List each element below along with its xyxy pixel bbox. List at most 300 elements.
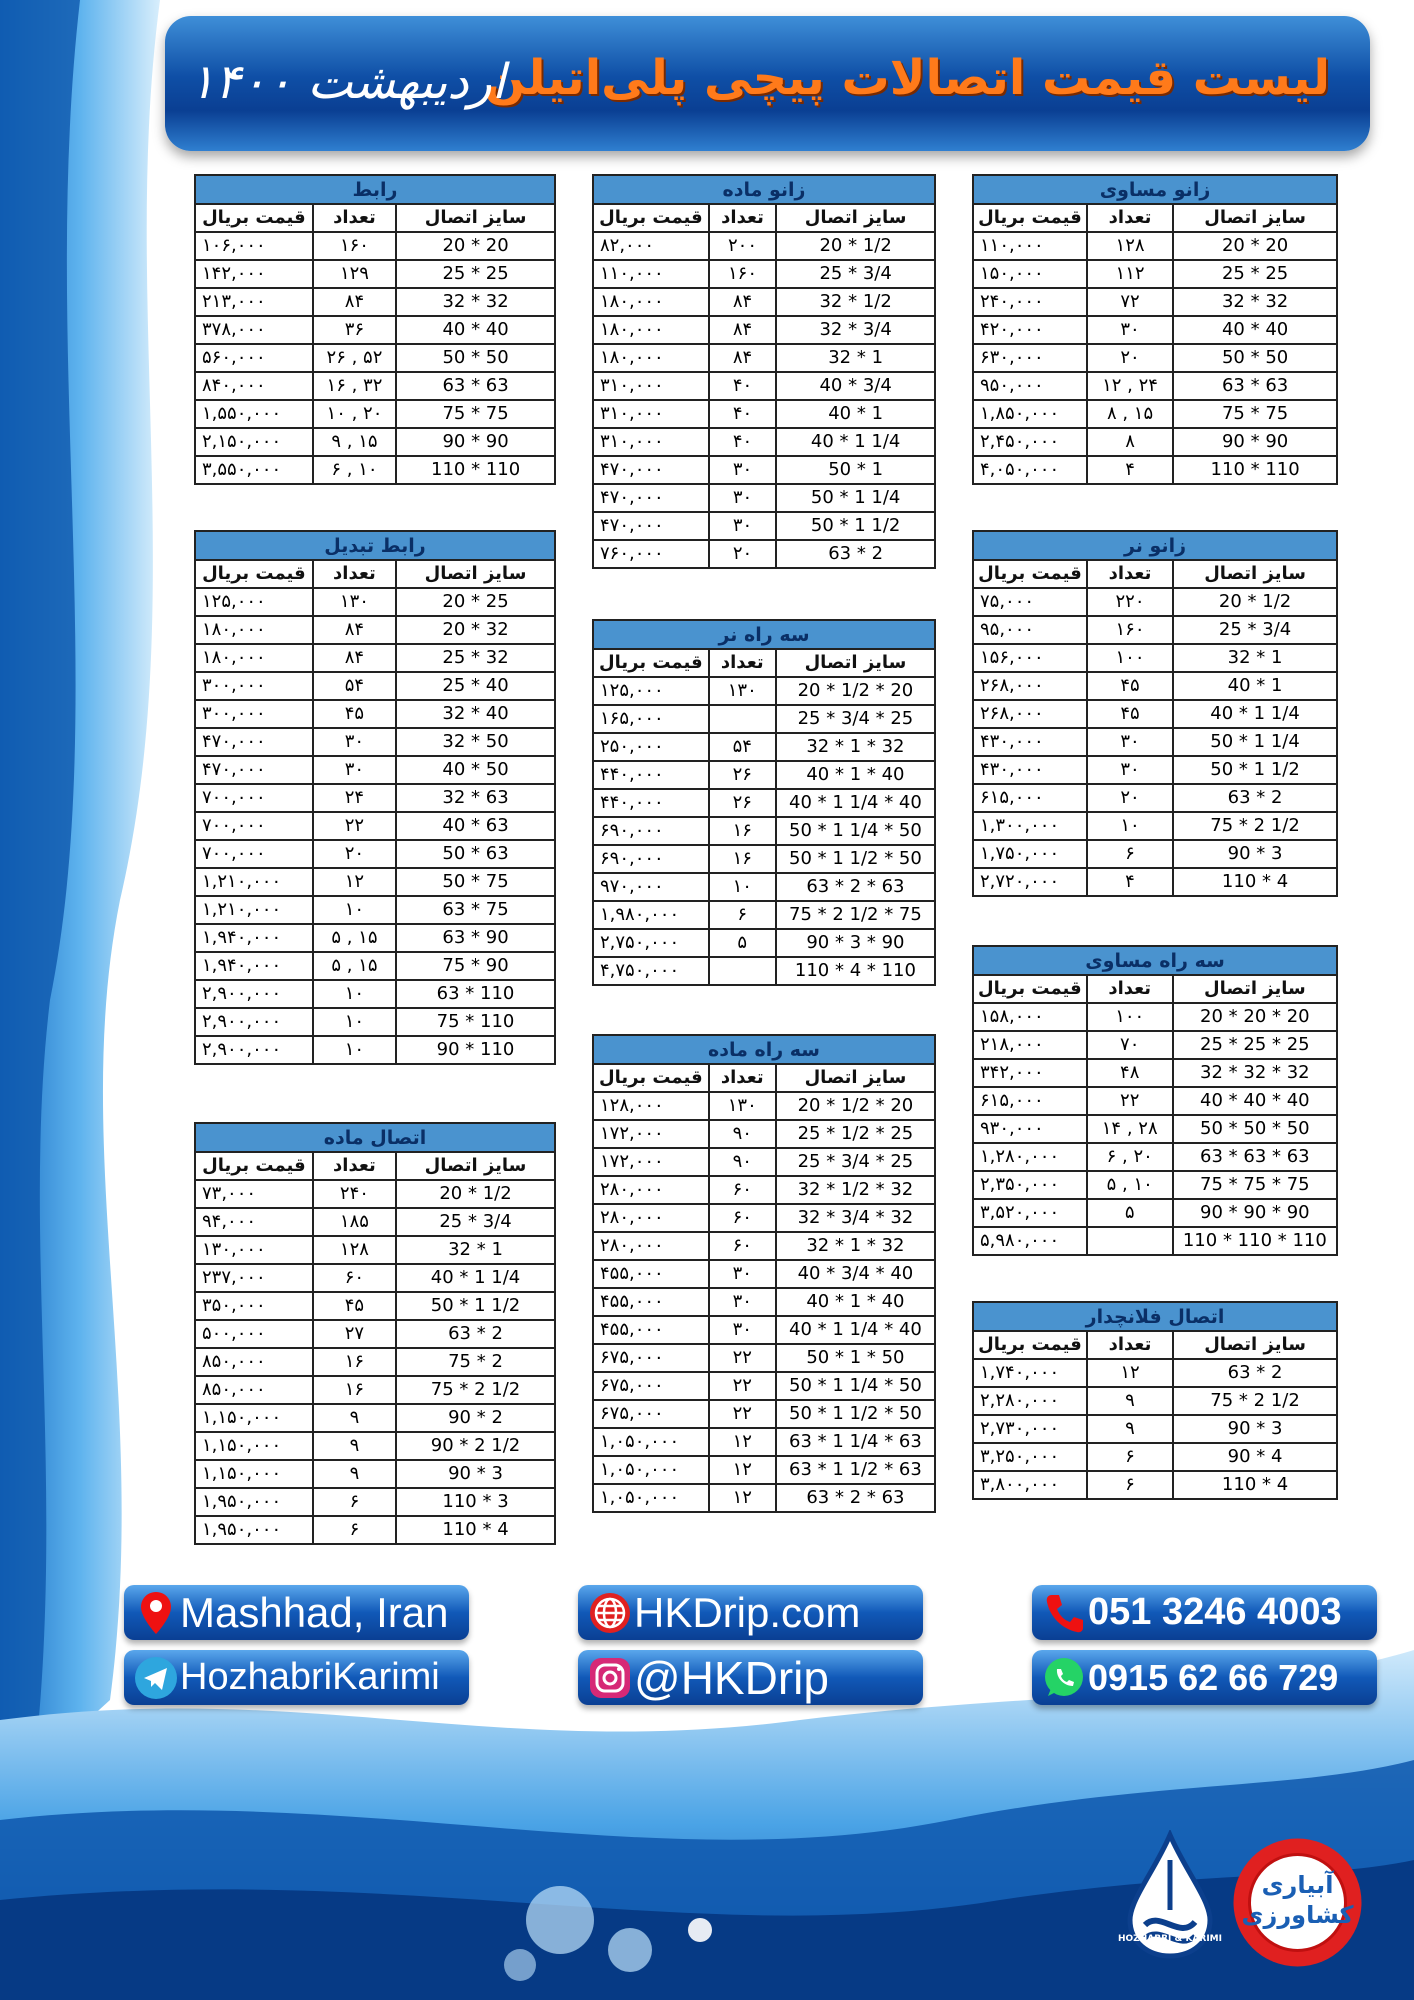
size-cell: 32 * 1/2 * 32: [776, 1176, 935, 1204]
size-cell: 50 * 1 1/4 * 50: [776, 817, 935, 845]
size-cell: 50 * 1 1/2 * 50: [776, 1400, 935, 1428]
price-cell: ۱,۰۵۰,۰۰۰: [593, 1484, 709, 1512]
table-row: [973, 1415, 1337, 1443]
telegram-icon: [132, 1654, 180, 1702]
table-row: [973, 400, 1337, 428]
table-row: [973, 728, 1337, 756]
brand-logo-text: HOZHABRI & KARIMI: [1118, 1934, 1222, 1944]
size-cell: 20 * 1/2 * 20: [776, 1092, 935, 1120]
table-row: [195, 456, 555, 484]
size-cell: 25 * 25: [1173, 260, 1337, 288]
qty-cell: ۸۴: [709, 316, 776, 344]
size-cell: 90 * 3: [1173, 1415, 1337, 1443]
price-cell: ۲,۴۵۰,۰۰۰: [973, 428, 1087, 456]
table-row: [195, 1208, 555, 1236]
price-cell: ۹۴,۰۰۰: [195, 1208, 313, 1236]
table-row: [195, 316, 555, 344]
table-row: [195, 1376, 555, 1404]
size-cell: 50 * 50: [1173, 344, 1337, 372]
table-row: [195, 1320, 555, 1348]
price-cell: ۱,۲۱۰,۰۰۰: [195, 896, 313, 924]
page-date: اردیبهشت ۱۴۰۰: [189, 54, 506, 110]
qty-cell: ۱۲۸: [1087, 232, 1173, 260]
size-cell: 75 * 110: [396, 1008, 555, 1036]
table-row: [593, 512, 935, 540]
qty-cell: ۴۵: [1087, 700, 1173, 728]
col-price-header: قیمت بریال: [973, 560, 1087, 588]
size-cell: 63 * 2 * 63: [776, 873, 935, 901]
table-row: [973, 372, 1337, 400]
table-row: [973, 588, 1337, 616]
col-qty-header: تعداد: [709, 1064, 776, 1092]
price-cell: ۶۹۰,۰۰۰: [593, 817, 709, 845]
qty-cell: ۸۴: [709, 344, 776, 372]
size-cell: 63 * 63 * 63: [1173, 1143, 1337, 1171]
size-cell: 110 * 110: [396, 456, 555, 484]
table-row: [195, 672, 555, 700]
qty-cell: ۱۲۸: [313, 1236, 396, 1264]
qty-cell: ۱۲: [709, 1484, 776, 1512]
qty-cell: ۱۰۰: [1087, 644, 1173, 672]
page-title: لیست قیمت اتصالات پیچی پلی‌اتیلن: [484, 50, 1330, 106]
table-row: [593, 1428, 935, 1456]
size-cell: 20 * 32: [396, 616, 555, 644]
size-cell: 32 * 32 * 32: [1173, 1059, 1337, 1087]
table-row: [593, 1232, 935, 1260]
qty-cell: ۳۰: [709, 1260, 776, 1288]
size-cell: 63 * 1 1/2 * 63: [776, 1456, 935, 1484]
qty-cell: ۶: [709, 901, 776, 929]
size-cell: 75 * 90: [396, 952, 555, 980]
size-cell: 50 * 1 1/4: [1173, 728, 1337, 756]
qty-cell: ۴۰: [709, 428, 776, 456]
price-cell: ۱۷۲,۰۰۰: [593, 1120, 709, 1148]
qty-cell: ۱۳۰: [709, 1092, 776, 1120]
price-cell: ۳۵۰,۰۰۰: [195, 1292, 313, 1320]
price-cell: ۴۵۵,۰۰۰: [593, 1288, 709, 1316]
qty-cell: ۳۰: [709, 1316, 776, 1344]
price-cell: ۸۴۰,۰۰۰: [195, 372, 313, 400]
size-cell: 75 * 2 1/2 * 75: [776, 901, 935, 929]
price-cell: ۱۱۰,۰۰۰: [973, 232, 1087, 260]
price-cell: ۲۸۰,۰۰۰: [593, 1204, 709, 1232]
table-row: [195, 232, 555, 260]
size-cell: 75 * 75: [1173, 400, 1337, 428]
qty-cell: ۲۲: [709, 1400, 776, 1428]
price-cell: ۱,۷۵۰,۰۰۰: [973, 840, 1087, 868]
price-cell: ۷۰۰,۰۰۰: [195, 840, 313, 868]
size-cell: 40 * 40: [1173, 316, 1337, 344]
col-size-header: سایز اتصال: [1173, 204, 1337, 232]
size-cell: 40 * 1 1/4: [1173, 700, 1337, 728]
qty-cell: ۱۶: [709, 817, 776, 845]
size-cell: 40 * 63: [396, 812, 555, 840]
seal-logo: [1230, 1835, 1365, 1970]
size-cell: 110 * 110: [1173, 456, 1337, 484]
price-cell: ۲,۲۸۰,۰۰۰: [973, 1387, 1087, 1415]
col-size-header: سایز اتصال: [396, 560, 555, 588]
size-cell: 32 * 1/2: [776, 288, 935, 316]
size-cell: 90 * 90: [1173, 428, 1337, 456]
table-row: [593, 484, 935, 512]
qty-cell: ۴۵: [313, 1292, 396, 1320]
qty-cell: ۲۰: [1087, 784, 1173, 812]
table-row: [593, 1288, 935, 1316]
price-cell: ۷۶۰,۰۰۰: [593, 540, 709, 568]
qty-cell: ۱۰: [1087, 812, 1173, 840]
size-cell: 110 * 4: [396, 1516, 555, 1544]
table-row: [195, 428, 555, 456]
size-cell: 40 * 1: [1173, 672, 1337, 700]
table-row: [593, 761, 935, 789]
table-row: [593, 705, 935, 733]
table-row: [593, 1484, 935, 1512]
qty-cell: ۶: [1087, 840, 1173, 868]
qty-cell: ۴۸: [1087, 1059, 1173, 1087]
price-cell: ۱۸۰,۰۰۰: [195, 644, 313, 672]
size-cell: 63 * 2: [1173, 784, 1337, 812]
price-cell: ۷۳,۰۰۰: [195, 1180, 313, 1208]
table-row: [593, 1120, 935, 1148]
seal-line-1: آبیاری: [1261, 1871, 1334, 1899]
table-row: [593, 344, 935, 372]
table-row: [593, 400, 935, 428]
table-title: زانو ماده: [593, 175, 935, 204]
price-cell: ۱,۹۵۰,۰۰۰: [195, 1488, 313, 1516]
price-cell: ۱۱۰,۰۰۰: [593, 260, 709, 288]
price-cell: ۱,۰۵۰,۰۰۰: [593, 1456, 709, 1484]
qty-cell: ۸: [1087, 428, 1173, 456]
price-cell: ۴۷۰,۰۰۰: [195, 756, 313, 784]
size-cell: 63 * 1 1/4 * 63: [776, 1428, 935, 1456]
price-cell: ۱۵۰,۰۰۰: [973, 260, 1087, 288]
table-row: [195, 756, 555, 784]
qty-cell: ۶: [313, 1488, 396, 1516]
price-cell: ۲۶۸,۰۰۰: [973, 700, 1087, 728]
qty-cell: ۱۵ , ۹: [313, 428, 396, 456]
table-row: [195, 728, 555, 756]
price-cell: ۱۶۵,۰۰۰: [593, 705, 709, 733]
telegram-text: HozhabriKarimi: [180, 1656, 440, 1698]
size-cell: 40 * 50: [396, 756, 555, 784]
qty-cell: ۳۰: [709, 1288, 776, 1316]
col-qty-header: تعداد: [1087, 204, 1173, 232]
size-cell: 20 * 20: [396, 232, 555, 260]
col-qty-header: تعداد: [313, 560, 396, 588]
table-title: سه راه مساوی: [973, 946, 1337, 975]
table-row: [973, 1115, 1337, 1143]
price-cell: ۵۰۰,۰۰۰: [195, 1320, 313, 1348]
table-title: سه راه ماده: [593, 1035, 935, 1064]
price-cell: ۴۴۰,۰۰۰: [593, 761, 709, 789]
col-qty-header: تعداد: [1087, 560, 1173, 588]
size-cell: 40 * 1 1/4: [396, 1264, 555, 1292]
price-cell: ۱,۱۵۰,۰۰۰: [195, 1404, 313, 1432]
size-cell: 75 * 2 1/2: [1173, 812, 1337, 840]
size-cell: 25 * 3/4 * 25: [776, 1148, 935, 1176]
qty-cell: ۴۵: [1087, 672, 1173, 700]
table-row: [973, 1359, 1337, 1387]
table-row: [195, 344, 555, 372]
size-cell: 32 * 63: [396, 784, 555, 812]
table-row: [593, 901, 935, 929]
size-cell: 50 * 1 1/2: [1173, 756, 1337, 784]
size-cell: 50 * 1 1/4 * 50: [776, 1372, 935, 1400]
table-row: [195, 1488, 555, 1516]
table-female-adapter: [194, 1122, 556, 1545]
qty-cell: ۲۶: [709, 761, 776, 789]
qty-cell: ۲۴۰: [313, 1180, 396, 1208]
table-row: [195, 1348, 555, 1376]
price-cell: ۳,۵۲۰,۰۰۰: [973, 1199, 1087, 1227]
qty-cell: ۲۰: [313, 840, 396, 868]
table-row: [593, 1400, 935, 1428]
qty-cell: ۳۰: [313, 756, 396, 784]
price-cell: ۲۴۰,۰۰۰: [973, 288, 1087, 316]
price-cell: ۲۱۸,۰۰۰: [973, 1031, 1087, 1059]
qty-cell: ۷۲: [1087, 288, 1173, 316]
location-text: Mashhad, Iran: [180, 1588, 449, 1636]
qty-cell: ۱۰۰: [1087, 1003, 1173, 1031]
table-row: [195, 1292, 555, 1320]
price-cell: ۱,۹۴۰,۰۰۰: [195, 952, 313, 980]
size-cell: 32 * 1: [396, 1236, 555, 1264]
col-price-header: قیمت بریال: [195, 560, 313, 588]
table-row: [195, 868, 555, 896]
table-row: [593, 1316, 935, 1344]
price-cell: ۳,۵۵۰,۰۰۰: [195, 456, 313, 484]
table-row: [195, 840, 555, 868]
qty-cell: ۱۶۰: [1087, 616, 1173, 644]
table-row: [195, 1460, 555, 1488]
qty-cell: ۳۰: [709, 512, 776, 540]
size-cell: 25 * 3/4: [396, 1208, 555, 1236]
table-row: [973, 840, 1337, 868]
qty-cell: ۵۴: [313, 672, 396, 700]
size-cell: 32 * 3/4: [776, 316, 935, 344]
size-cell: 90 * 110: [396, 1036, 555, 1064]
qty-cell: ۶۰: [709, 1232, 776, 1260]
instagram-pill[interactable]: [578, 1650, 923, 1705]
table-row: [593, 789, 935, 817]
qty-cell: ۳۰: [1087, 756, 1173, 784]
price-cell: ۱,۹۴۰,۰۰۰: [195, 924, 313, 952]
size-cell: 90 * 3: [396, 1460, 555, 1488]
table-title: اتصال ماده: [195, 1123, 555, 1152]
size-cell: 75 * 2: [396, 1348, 555, 1376]
qty-cell: ۲۰۰: [709, 232, 776, 260]
table-row: [593, 733, 935, 761]
price-cell: ۵,۹۸۰,۰۰۰: [973, 1227, 1087, 1255]
price-cell: ۱,۳۰۰,۰۰۰: [973, 812, 1087, 840]
col-price-header: قیمت بریال: [195, 204, 313, 232]
size-cell: 90 * 3 * 90: [776, 929, 935, 957]
col-size-header: سایز اتصال: [776, 204, 935, 232]
table-row: [593, 929, 935, 957]
size-cell: 90 * 3: [1173, 840, 1337, 868]
table-row: [195, 1180, 555, 1208]
price-cell: ۲,۷۳۰,۰۰۰: [973, 1415, 1087, 1443]
qty-cell: ۳۰: [313, 728, 396, 756]
price-cell: ۴۷۰,۰۰۰: [593, 512, 709, 540]
price-cell: ۶۳۰,۰۰۰: [973, 344, 1087, 372]
table-row: [195, 288, 555, 316]
table-elbow-equal: [972, 174, 1338, 485]
size-cell: 50 * 1 1/2: [776, 512, 935, 540]
qty-cell: ۱۵ , ۵: [313, 952, 396, 980]
qty-cell: ۱۰: [313, 1036, 396, 1064]
qty-cell: ۴۰: [709, 400, 776, 428]
size-cell: 32 * 1 * 32: [776, 733, 935, 761]
table-row: [593, 260, 935, 288]
whatsapp-pill[interactable]: [1032, 1650, 1377, 1705]
price-cell: ۱,۸۵۰,۰۰۰: [973, 400, 1087, 428]
qty-cell: ۵۲ , ۲۶: [313, 344, 396, 372]
qty-cell: ۱۳۰: [709, 677, 776, 705]
size-cell: 50 * 50 * 50: [1173, 1115, 1337, 1143]
qty-cell: ۳۰: [709, 456, 776, 484]
qty-cell: ۱۰: [313, 896, 396, 924]
table-row: [973, 700, 1337, 728]
size-cell: 110 * 3: [396, 1488, 555, 1516]
price-cell: ۹۷۰,۰۰۰: [593, 873, 709, 901]
qty-cell: ۱۶۰: [313, 232, 396, 260]
table-title: زانو نر: [973, 531, 1337, 560]
whatsapp-text: 0915 62 66 729: [1088, 1656, 1339, 1698]
table-row: [593, 1372, 935, 1400]
qty-cell: ۱۳۰: [313, 588, 396, 616]
price-cell: ۱,۱۵۰,۰۰۰: [195, 1432, 313, 1460]
col-qty-header: تعداد: [1087, 1331, 1173, 1359]
col-price-header: قیمت بریال: [973, 1331, 1087, 1359]
website-pill[interactable]: [578, 1585, 923, 1640]
col-size-header: سایز اتصال: [396, 1152, 555, 1180]
table-row: [973, 868, 1337, 896]
price-cell: ۱,۱۵۰,۰۰۰: [195, 1460, 313, 1488]
size-cell: 50 * 75: [396, 868, 555, 896]
price-cell: ۳۰۰,۰۰۰: [195, 672, 313, 700]
table-row: [973, 756, 1337, 784]
size-cell: 50 * 1 1/2: [396, 1292, 555, 1320]
table-row: [973, 1227, 1337, 1255]
size-cell: 20 * 20: [1173, 232, 1337, 260]
price-cell: ۸۵۰,۰۰۰: [195, 1348, 313, 1376]
qty-cell: ۱۱۲: [1087, 260, 1173, 288]
qty-cell: ۱۲: [313, 868, 396, 896]
size-cell: 32 * 3/4 * 32: [776, 1204, 935, 1232]
table-row: [973, 1087, 1337, 1115]
qty-cell: ۵۴: [709, 733, 776, 761]
table-coupling: [194, 174, 556, 485]
table-elbow-female: [592, 174, 936, 569]
phone-pill[interactable]: [1032, 1585, 1377, 1640]
table-row: [593, 316, 935, 344]
price-cell: ۱۴۲,۰۰۰: [195, 260, 313, 288]
size-cell: 25 * 3/4 * 25: [776, 705, 935, 733]
qty-cell: ۴: [1087, 868, 1173, 896]
table-row: [593, 817, 935, 845]
qty-cell: ۹: [1087, 1387, 1173, 1415]
qty-cell: ۶۰: [313, 1264, 396, 1292]
table-row: [593, 540, 935, 568]
col-qty-header: تعداد: [313, 1152, 396, 1180]
table-row: [195, 1236, 555, 1264]
qty-cell: ۲۴ , ۱۲: [1087, 372, 1173, 400]
qty-cell: ۶: [1087, 1443, 1173, 1471]
table-row: [195, 812, 555, 840]
size-cell: 32 * 32: [396, 288, 555, 316]
table-row: [973, 428, 1337, 456]
table-row: [593, 957, 935, 985]
size-cell: 25 * 3/4: [776, 260, 935, 288]
table-row: [593, 845, 935, 873]
price-cell: ۱,۲۱۰,۰۰۰: [195, 868, 313, 896]
qty-cell: ۲۶: [709, 789, 776, 817]
seal-line-2: کشاورزی: [1241, 1901, 1354, 1929]
table-row: [973, 316, 1337, 344]
size-cell: 75 * 75 * 75: [1173, 1171, 1337, 1199]
price-cell: ۸۵۰,۰۰۰: [195, 1376, 313, 1404]
table-row: [593, 1204, 935, 1232]
size-cell: 110 * 4: [1173, 1471, 1337, 1499]
size-cell: 63 * 2: [396, 1320, 555, 1348]
telegram-pill[interactable]: [124, 1650, 469, 1705]
price-cell: ۹۵,۰۰۰: [973, 616, 1087, 644]
qty-cell: ۲۲: [709, 1372, 776, 1400]
size-cell: 32 * 40: [396, 700, 555, 728]
qty-cell: ۲۲: [709, 1344, 776, 1372]
price-cell: ۶۱۵,۰۰۰: [973, 784, 1087, 812]
table-row: [973, 784, 1337, 812]
qty-cell: ۵: [709, 929, 776, 957]
size-cell: 20 * 1/2: [1173, 588, 1337, 616]
qty-cell: ۹: [313, 1460, 396, 1488]
size-cell: 20 * 1/2 * 20: [776, 677, 935, 705]
phone-icon: [1040, 1589, 1088, 1637]
table-row: [973, 1387, 1337, 1415]
brand-logo: [1115, 1830, 1225, 1960]
size-cell: 90 * 4: [1173, 1443, 1337, 1471]
qty-cell: ۳۰: [709, 484, 776, 512]
qty-cell: ۲۸ , ۱۴: [1087, 1115, 1173, 1143]
price-cell: ۱۸۰,۰۰۰: [593, 344, 709, 372]
table-row: [195, 1008, 555, 1036]
price-cell: ۷۵,۰۰۰: [973, 588, 1087, 616]
size-cell: 40 * 40: [396, 316, 555, 344]
qty-cell: ۳۰: [1087, 316, 1173, 344]
size-cell: 110 * 110 * 110: [1173, 1227, 1337, 1255]
table-row: [593, 1456, 935, 1484]
price-cell: ۲۸۰,۰۰۰: [593, 1232, 709, 1260]
price-cell: ۲,۹۰۰,۰۰۰: [195, 980, 313, 1008]
table-row: [195, 784, 555, 812]
table-row: [973, 456, 1337, 484]
table-row: [593, 428, 935, 456]
table-tee-male: [592, 619, 936, 986]
size-cell: 32 * 50: [396, 728, 555, 756]
size-cell: 32 * 1 * 32: [776, 1232, 935, 1260]
size-cell: 75 * 2 1/2: [1173, 1387, 1337, 1415]
col-size-header: سایز اتصال: [1173, 975, 1337, 1003]
table-tee-female: [592, 1034, 936, 1513]
size-cell: 63 * 63: [1173, 372, 1337, 400]
price-cell: ۵۶۰,۰۰۰: [195, 344, 313, 372]
qty-cell: ۲۷: [313, 1320, 396, 1348]
price-cell: ۱۸۰,۰۰۰: [195, 616, 313, 644]
size-cell: 90 * 90: [396, 428, 555, 456]
price-cell: ۱,۷۴۰,۰۰۰: [973, 1359, 1087, 1387]
price-cell: ۳۱۰,۰۰۰: [593, 428, 709, 456]
